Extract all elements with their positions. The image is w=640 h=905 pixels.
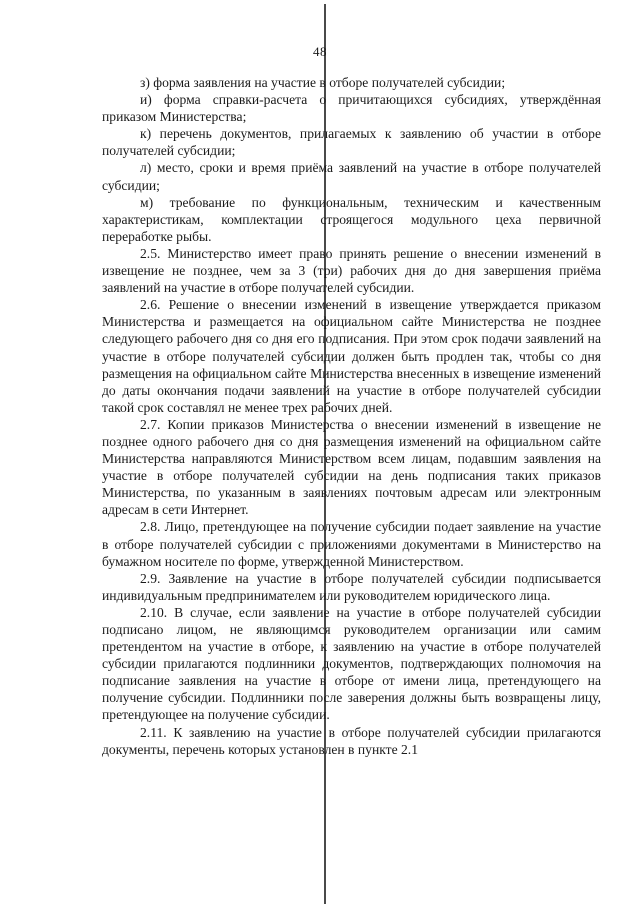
paragraph-2-5: 2.5. Министерство имеет право принять решение о внесении изменений в извещение не позднее, чем за 3 (три) рабочих дня до дня завершения приёма заявлений на участие в отборе получателей субсидии. [102, 245, 601, 296]
paragraph-2-9: 2.9. Заявление на участие в отборе получателей субсидии подписывается индивидуальным предпринимателем или руководителем юридического лица. [102, 570, 601, 603]
paragraph-item-k: к) перечень документов, прилагаемых к заявлению об участии в отборе получателей субсидии; [102, 126, 601, 159]
paragraph-item-l: л) место, сроки и время приёма заявлений на участие в отборе получателей субсидии; [102, 160, 601, 193]
paragraph-2-8: 2.8. Лицо, претендующее на получение субсидии подает заявление на участие в отборе получателей субсидии с приложениями документами в Министерство на бумажном носителе по форме, утвержденной Министерством. [102, 519, 601, 569]
paragraph-item-i: и) форма справки-расчета о причитающихся субсидиях, утверждённая приказом Министерства; [102, 92, 601, 125]
paragraph-item-z: з) форма заявления на участие в отборе получателей субсидии; [140, 75, 506, 90]
paragraph-2-10: 2.10. В случае, если заявление на участие в отборе получателей субсидии подписано лицом, не являющимся руководителем организации или самим претендентом на участие в отборе, к заявлению на участие в отборе получателей субсидии прилагаются подлинники документов, подтверждающих полномочия на подписание заявления на участие в отборе от имени лица, претендующего на получение субсидии. Подлинники после заверения должны быть возвращены лицу, претендующее на получение субсидии. [102, 604, 601, 723]
paragraph-2-6: 2.6. Решение о внесении изменений в извещение утверждается приказом Министерства и размещается на официальном сайте Министерства не позднее следующего рабочего дня со дня его подписания. При этом срок подачи заявлений на участие в отборе получателей субсидии должен быть продлен так, чтобы со дня размещения на официальном сайте Министерства внесенных в извещение изменений до даты окончания подачи заявлений на участие в отборе получателей субсидии такой срок составлял не менее трех рабочих дней. [102, 297, 601, 415]
page-number: 48 [313, 44, 327, 59]
document-body [102, 74, 601, 758]
paragraph-item-m: м) требование по функциональным, техническим и качественным характеристикам, комплектации строящегося модульного цеха первичной переработке рыбы. [102, 194, 601, 244]
paragraph-2-7: 2.7. Копии приказов Министерства о внесении изменений в извещение не позднее одного рабочего дня со дня размещения изменений на официальном сайте Министерства направляются Министерством всем лицам, подавшим заявления на участие в отборе получателей субсидии на день подписания таких приказов Министерства, по указанным в заявлениях почтовым адресам или электронным адресам в сети Интернет. [102, 416, 601, 518]
paragraph-2-11: 2.11. К заявлению на участие в отборе получателей субсидии прилагаются документы, перечень которых установлен в пункте 2.1 [102, 724, 601, 757]
